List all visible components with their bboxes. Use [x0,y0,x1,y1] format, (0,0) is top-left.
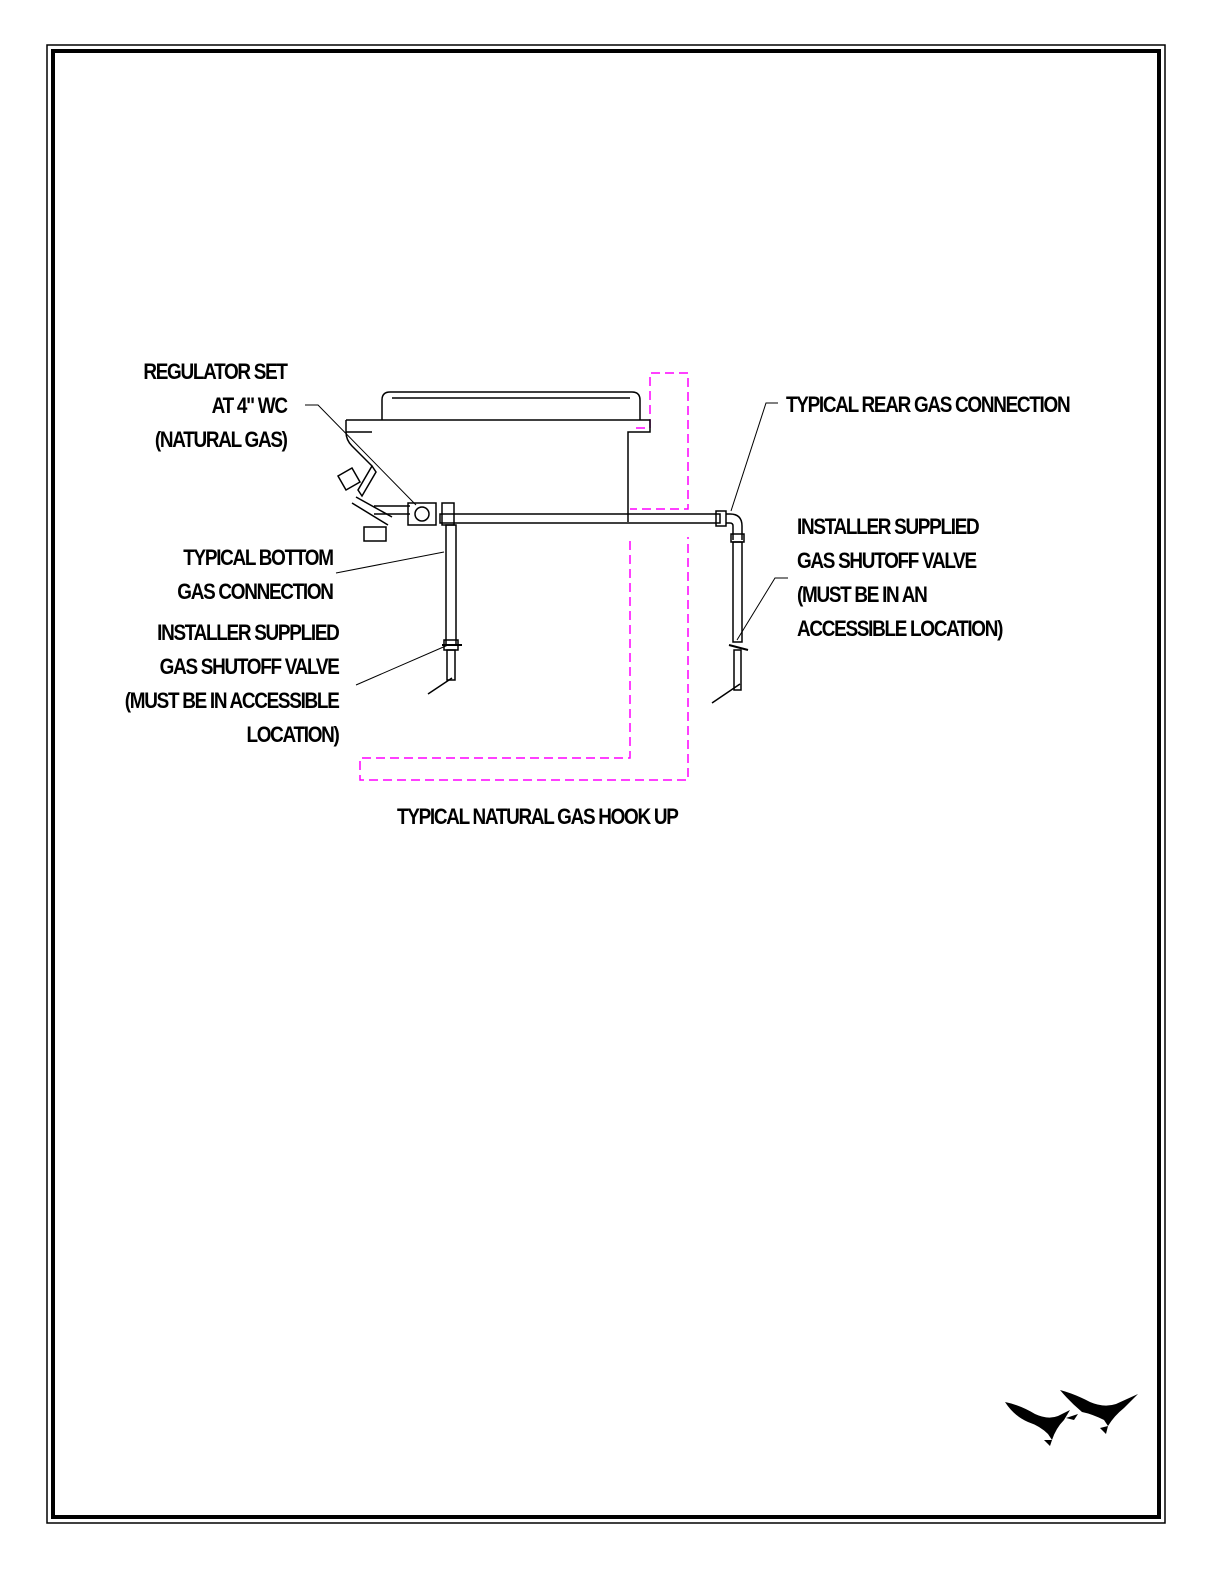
appliance-lid [382,392,640,420]
bottom-drop-pipe [446,525,456,645]
bottom-valve-leader [356,645,448,685]
clearance-outline [360,373,688,780]
lower-clearance-outline [360,537,688,780]
bottom-connection-label-line-2: GAS CONNECTION [177,579,333,604]
rear-valve-label-line-1: INSTALLER SUPPLIED [797,514,979,539]
page-border [47,45,1165,1523]
bottom-valve-label-line-1: INSTALLER SUPPLIED [157,620,339,645]
rear-connection-leader [731,403,778,511]
rear-gas-pipe [440,514,720,523]
regulator-label-line-1: REGULATOR SET [143,359,287,384]
regulator-label [144,355,287,457]
leader-lines [305,403,788,685]
rear-valve-label-line-4: ACCESSIBLE LOCATION) [797,616,1003,641]
diagram-caption-text: TYPICAL NATURAL GAS HOOK UP [397,804,678,829]
bottom-connection-leader [336,552,444,573]
eagles-logo [1005,1390,1138,1446]
bottom-valve-label-line-4: LOCATION) [246,722,339,747]
rear-valve-leader [737,578,788,640]
diagram-caption [397,800,678,834]
bottom-connection-label-line-1: TYPICAL BOTTOM [183,545,333,570]
bottom-valve-label-line-2: GAS SHUTOFF VALVE [160,654,339,679]
regulator-label-line-2: AT 4" WC [211,393,287,418]
bottom-connection-label [178,541,333,609]
rear-valve-label [797,510,1002,646]
bottom-valve-label [125,616,339,752]
eagle-right-icon [1060,1390,1138,1434]
upper-clearance-outline [630,373,688,509]
rear-valve-label-line-2: GAS SHUTOFF VALVE [797,548,976,573]
rear-connection-label [786,388,1069,422]
rear-valve-label-line-3: (MUST BE IN AN [797,582,927,607]
eagle-left-icon [1005,1402,1070,1446]
rear-connection-label-text: TYPICAL REAR GAS CONNECTION [786,392,1070,417]
appliance [338,392,748,703]
bottom-valve-label-line-3: (MUST BE IN ACCESSIBLE [125,688,339,713]
regulator-label-line-3: (NATURAL GAS) [155,427,287,452]
rear-drop-pipe [733,542,742,642]
